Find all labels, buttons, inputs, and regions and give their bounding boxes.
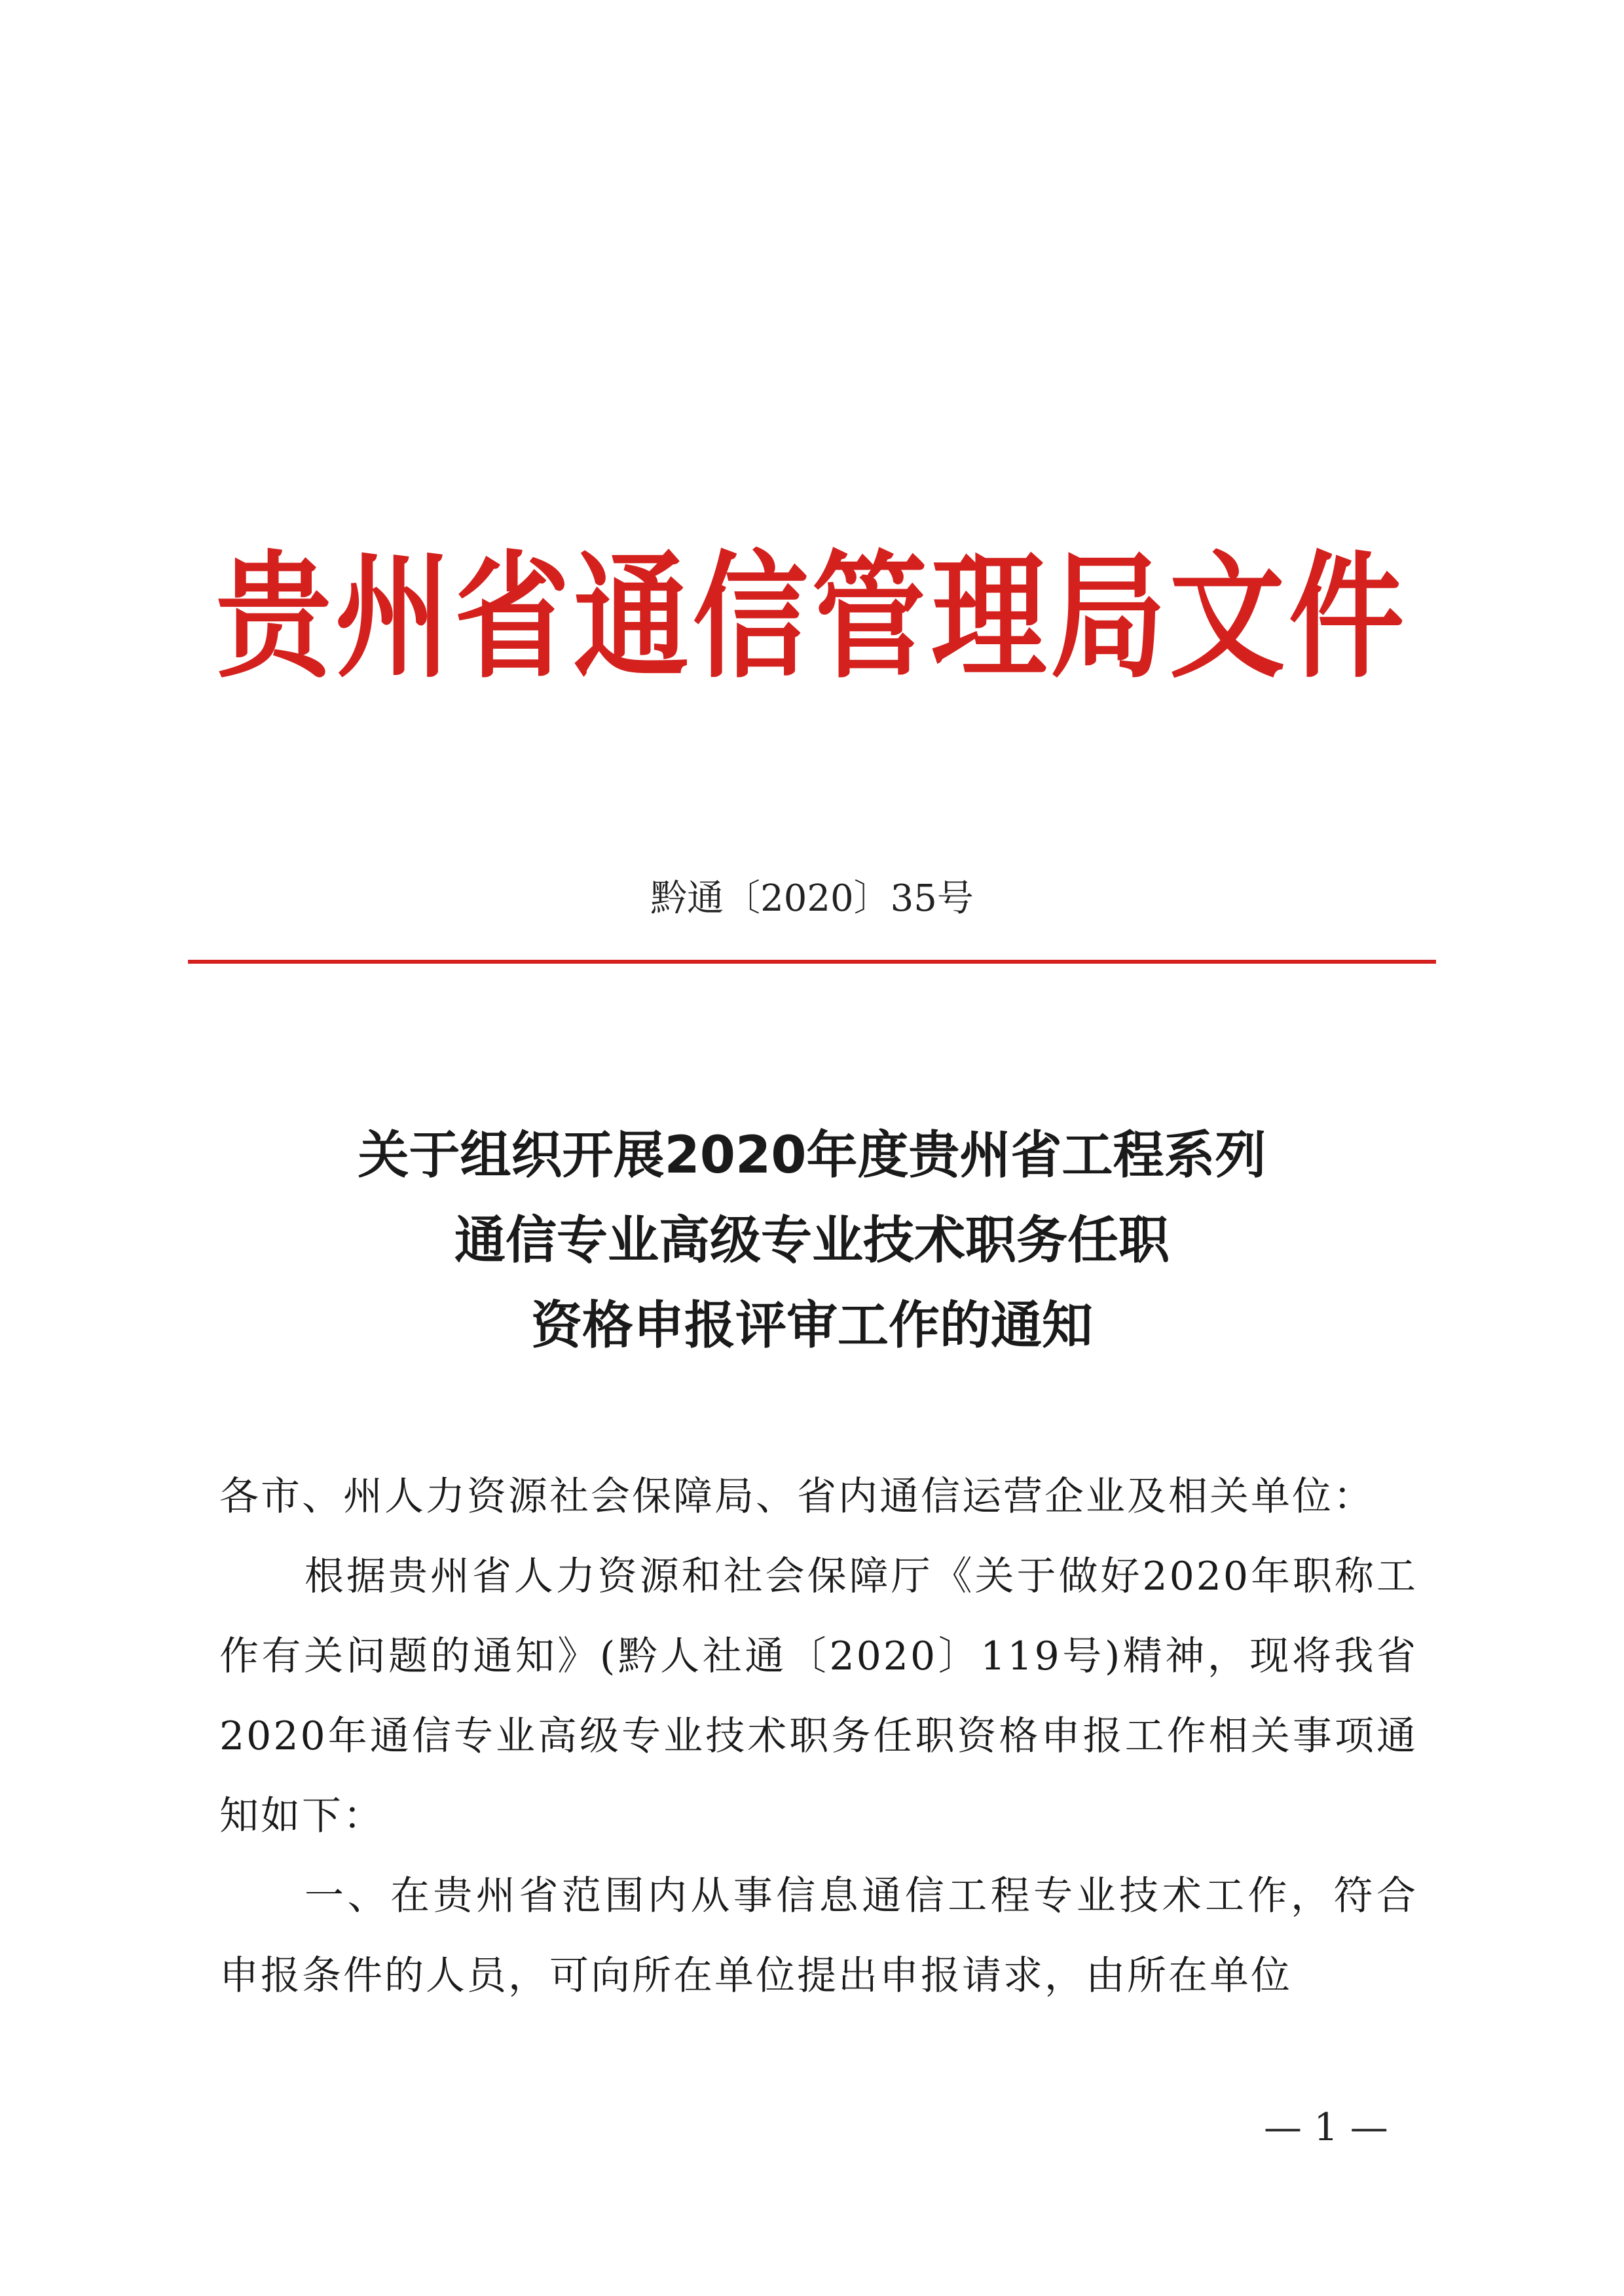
- title-line: 资格申报评审工作的通知: [530, 1296, 1093, 1355]
- body-paragraph: 根据贵州省人力资源和社会保障厅《关于做好2020年职称工作有关问题的通知》(黔人社通〔2020〕119号)精神，现将我省2020年通信专业高级专业技术职务任职资格申报工作相关事项通知如下：: [219, 1554, 1418, 1839]
- document-number: 黔通〔2020〕35号: [650, 877, 974, 920]
- masthead-divider: [188, 960, 1436, 964]
- title-line: 关于组织开展2020年度贵州省工程系列: [358, 1126, 1266, 1185]
- body-paragraph: 一、在贵州省范围内从事信息通信工程专业技术工作，符合申报条件的人员，可向所在单位提出申报请求，由所在单位: [219, 1873, 1418, 1999]
- document-masthead: 贵州省通信管理局文件: [215, 538, 1408, 697]
- salutation: 各市、州人力资源社会保障局、省内通信运营企业及相关单位：: [219, 1474, 1375, 1520]
- page-number: — 1 —: [1264, 2105, 1388, 2149]
- document-title: [0, 1113, 1624, 1368]
- title-line: 通信专业高级专业技术职务任职: [454, 1211, 1170, 1270]
- document-body: [219, 1457, 1418, 2016]
